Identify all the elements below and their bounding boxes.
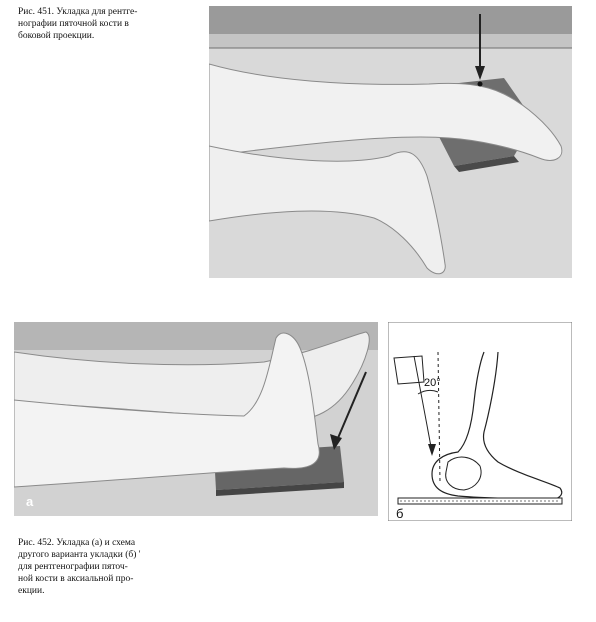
fig451-photo [209, 6, 572, 278]
fig452-label-b: б [396, 506, 404, 521]
fig452b-diagram [388, 322, 572, 521]
fig451-caption: Рис. 451. Укладка для рентге- нографии пяточной кости в боковой проекции. [18, 7, 138, 41]
fig452-caption: Рис. 452. Укладка (а) и схема другого варианта укладки (б) ' для рентгенографии пяточ- ной кости в аксиальной про- екции. [18, 538, 141, 596]
fig452-label-a: а [26, 494, 34, 509]
angle-label-20deg: 20° [424, 377, 441, 389]
fig452a-photo [14, 322, 378, 516]
